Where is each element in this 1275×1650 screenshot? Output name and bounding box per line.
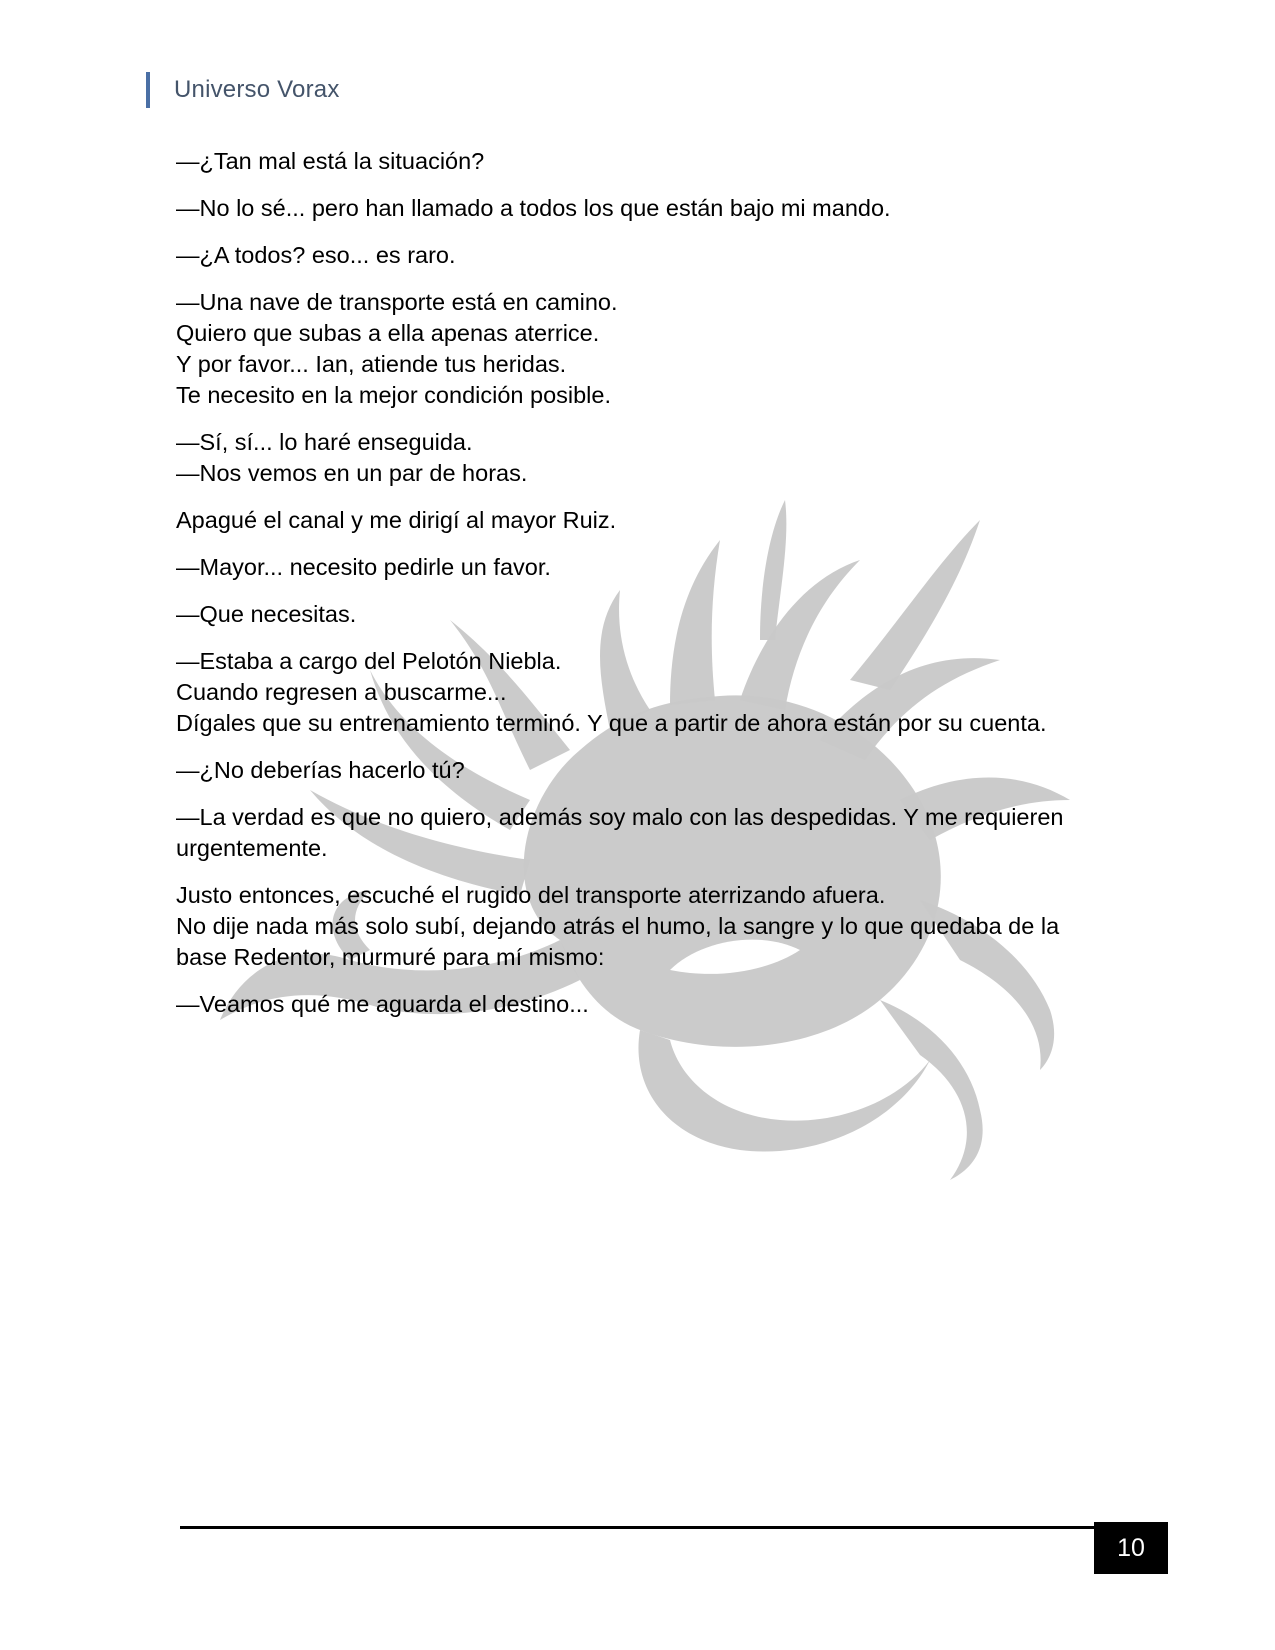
paragraph [176,552,1096,583]
text-line: —¿No deberías hacerlo tú? [176,757,465,783]
text-line: Y por favor... Ian, atiende tus heridas. [176,351,567,377]
text-line: Cuando regresen a buscarme... [176,679,507,705]
paragraph [176,989,1096,1020]
text-line: —Estaba a cargo del Pelotón Niebla. [176,648,562,674]
text-line: —No lo sé... pero han llamado a todos los que están bajo mi mando. [176,195,891,221]
text-line: Justo entonces, escuché el rugido del transporte aterrizando afuera. [176,882,886,908]
paragraph [176,193,1096,224]
text-line: —¿A todos? eso... es raro. [176,242,456,268]
text-line: Apagué el canal y me dirigí al mayor Ruiz. [176,507,617,533]
text-line: —¿Tan mal está la situación? [176,148,485,174]
text-line: —Nos vemos en un par de horas. [176,460,528,486]
paragraph [176,146,1096,177]
running-header [146,72,340,108]
text-line: —Que necesitas. [176,601,357,627]
paragraph [176,505,1096,536]
paragraph [176,427,1096,489]
paragraph [176,599,1096,630]
paragraph [176,240,1096,271]
footer-divider [180,1526,1100,1529]
paragraph [176,880,1096,973]
header-title: Universo Vorax [174,76,340,103]
paragraph [176,287,1096,411]
text-line: —La verdad es que no quiero, además soy malo con las despedidas. Y me requieren urgentemente. [176,804,1064,861]
text-line: —Veamos qué me aguarda el destino... [176,991,589,1017]
page-number: 10 [1094,1522,1168,1574]
paragraph [176,646,1096,739]
paragraph [176,755,1096,786]
text-line: —Mayor... necesito pedirle un favor. [176,554,551,580]
text-line: Dígales que su entrenamiento terminó. Y que a partir de ahora están por su cuenta. [176,710,1047,736]
text-line: No dije nada más solo subí, dejando atrás el humo, la sangre y lo que quedaba de la base Redentor, murmuré para mí mismo: [176,913,1060,970]
paragraph [176,802,1096,864]
text-line: Quiero que subas a ella apenas aterrice. [176,320,600,346]
text-line: —Una nave de transporte está en camino. [176,289,618,315]
text-line: —Sí, sí... lo haré enseguida. [176,429,473,455]
document-body [176,146,1096,1036]
text-line: Te necesito en la mejor condición posible. [176,382,612,408]
